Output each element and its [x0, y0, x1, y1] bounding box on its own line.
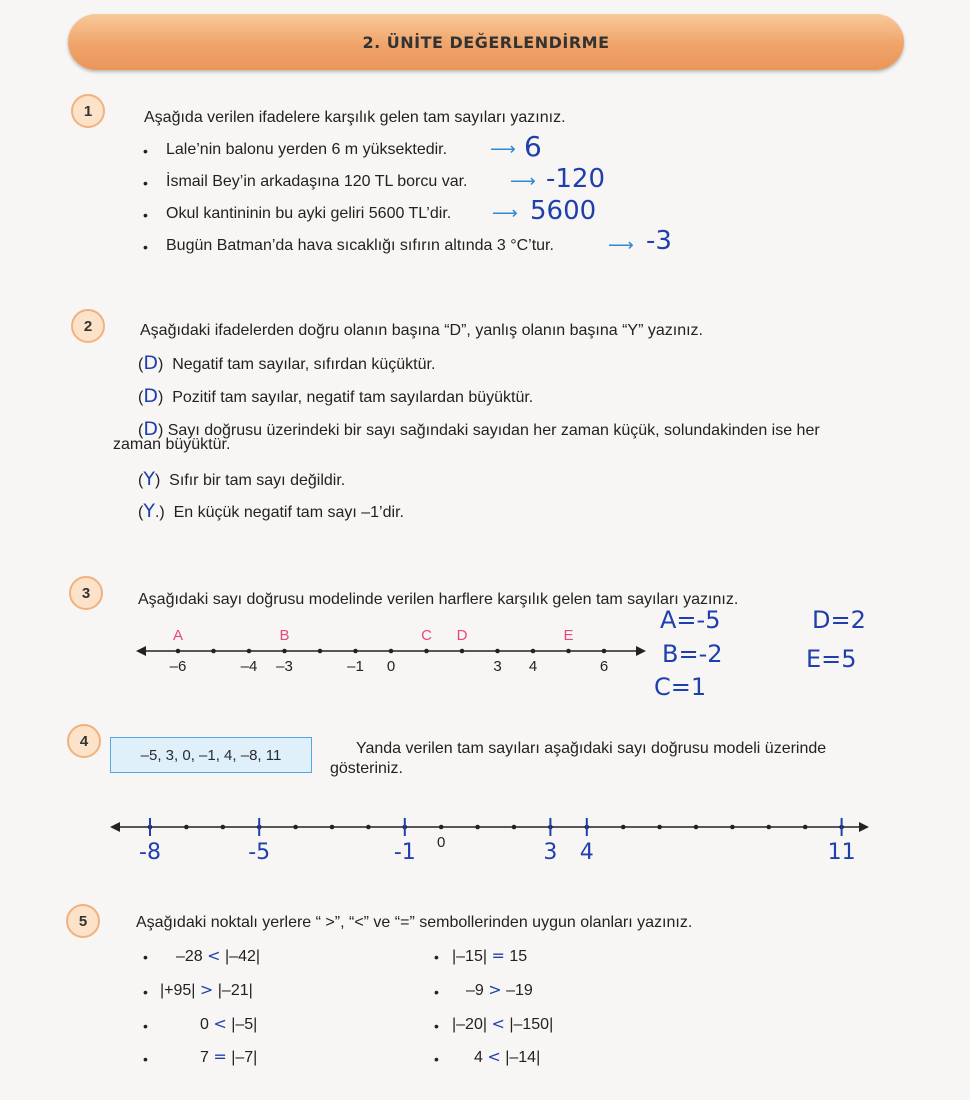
- q4-tick-dot: [657, 825, 662, 830]
- arrow-right-icon: ⟶: [492, 203, 518, 223]
- question-5-number: 5: [78, 912, 88, 930]
- q2-item-5: (Y.) En küçük negatif tam sayı –1’dir.: [138, 500, 404, 522]
- q4-mark-label: 3: [543, 840, 558, 865]
- q5-left-1: –28 < |–42|: [176, 946, 261, 965]
- bullet-icon: •: [434, 949, 439, 965]
- question-4-prompt-line1: Yanda verilen tam sayıları aşağıdaki sayı doğrusu modeli üzerinde: [356, 740, 827, 757]
- q5-right-2: [466, 980, 533, 1000]
- question-3-prompt: Aşağıdaki sayı doğrusu modelinde verilen harflere karşılık gelen tam sayıları yazınız.: [138, 591, 739, 608]
- q4-tick-dot: [475, 825, 480, 830]
- q5-right-1-b: 15: [509, 948, 528, 965]
- q5-left-2-a: +95: [164, 982, 192, 999]
- question-5-badge: [66, 904, 100, 938]
- q4-tick-dot: [221, 825, 226, 830]
- arrow-right-icon: ⟶: [608, 235, 634, 255]
- q2-mark-5: Y: [143, 500, 155, 522]
- q1-item-3: Okul kantininin bu ayki geliri 5600 TL’dir.: [166, 205, 452, 222]
- bullet-icon: •: [143, 1018, 148, 1034]
- bullet-icon: •: [143, 1051, 148, 1067]
- q4-mark-label: -5: [248, 840, 271, 865]
- q4-tick-dot: [730, 825, 735, 830]
- unit-title: 2. ÜNİTE DEĞERLENDİRME: [362, 32, 610, 52]
- q5-right-1-sym: =: [491, 946, 505, 965]
- q5-right-1-a: –15: [456, 948, 483, 965]
- q2-item-1: (D) Negatif tam sayılar, sıfırdan küçüktür.: [138, 352, 436, 374]
- q2-mark-2: D: [143, 385, 158, 407]
- q3-answer-c: C=1: [654, 673, 707, 701]
- q3-answer-a: A=-5: [660, 606, 721, 634]
- q3-letter-e: E: [563, 627, 574, 644]
- q2-item-3: (D) Sayı doğrusu üzerindeki bir sayı sağındaki sayıdan her zaman küçük, solundakinden ise her: [138, 418, 820, 440]
- q5-right-3-a: –20: [456, 1016, 483, 1033]
- q5-left-4-b: –7: [235, 1049, 254, 1066]
- q5-right-3-sym: <: [491, 1014, 505, 1033]
- q1-answer-1: 6: [524, 130, 542, 163]
- arrow-right-icon: ⟶: [490, 139, 516, 159]
- q4-mark-label: 4: [579, 840, 594, 865]
- q5-left-4-a: 7: [200, 1049, 209, 1066]
- q3-tick-label: 4: [528, 658, 538, 675]
- q2-text-2: Pozitif tam sayılar, negatif tam sayılardan büyüktür.: [172, 389, 534, 406]
- q2-text-4: Sıfır bir tam sayı değildir.: [169, 472, 346, 489]
- question-2-number: 2: [83, 317, 93, 335]
- q3-tick-label: –4: [240, 658, 258, 675]
- q2-text-1: Negatif tam sayılar, sıfırdan küçüktür.: [172, 356, 436, 373]
- q4-tick-dot: [512, 825, 517, 830]
- q5-left-3-b: –5: [235, 1016, 254, 1033]
- q3-letter-d: D: [456, 627, 468, 644]
- q4-tick-dot: [621, 825, 626, 830]
- q2-mark-4: Y: [143, 468, 155, 490]
- q3-letter-c: C: [421, 627, 432, 644]
- q3-letter-b: B: [279, 627, 290, 644]
- q4-tick-dot: [330, 825, 335, 830]
- q5-left-3: 0 < |–5|: [200, 1014, 258, 1033]
- q5-left-2-b: –21: [221, 982, 249, 999]
- q5-left-1-sym: <: [207, 946, 221, 965]
- q4-zero-label: 0: [437, 834, 446, 851]
- q5-left-1-a: –28: [176, 948, 203, 965]
- q5-right-2-b: –19: [506, 982, 533, 999]
- q5-right-4-b: –14: [509, 1049, 537, 1066]
- q1-item-1: Lale’nin balonu yerden 6 m yüksektedir.: [166, 141, 448, 158]
- bullet-icon: •: [143, 984, 148, 1000]
- q3-tick-label: 3: [493, 658, 502, 675]
- q4-numbers-text: –5, 3, 0, –1, 4, –8, 11: [140, 746, 282, 764]
- q3-answer-d: D=2: [812, 606, 866, 634]
- q5-right-2-sym: >: [488, 980, 502, 999]
- q4-tick-dot: [184, 825, 189, 830]
- q5-right-1: |–15| = 15: [452, 946, 528, 965]
- q5-left-4-sym: =: [213, 1047, 227, 1066]
- q3-tick-label: –6: [169, 658, 187, 675]
- q5-left-1-b: –42: [229, 948, 256, 965]
- q5-right-4-a: 4: [474, 1049, 483, 1066]
- bullet-icon: •: [143, 143, 148, 159]
- q4-tick-dot: [767, 825, 772, 830]
- question-1-prompt: Aşağıda verilen ifadelere karşılık gelen tam sayıları yazınız.: [144, 109, 566, 126]
- bullet-icon: •: [143, 175, 148, 191]
- q4-tick-dot: [293, 825, 298, 830]
- q2-mark-1: D: [143, 352, 158, 374]
- bullet-icon: •: [143, 207, 148, 223]
- q1-item-4: Bugün Batman’da hava sıcaklığı sıfırın altında 3 °C’tur.: [166, 237, 554, 254]
- q5-left-2: |+95| > |–21|: [160, 980, 253, 999]
- q2-text-5: En küçük negatif tam sayı –1’dir.: [173, 504, 404, 521]
- q4-mark-label: -8: [139, 840, 161, 865]
- q5-left-4: 7 = |–7|: [200, 1047, 258, 1066]
- q4-tick-dot: [366, 825, 371, 830]
- q3-tick-label: –3: [276, 658, 293, 675]
- bullet-icon: •: [434, 1018, 439, 1034]
- q4-tick-dot: [803, 825, 808, 830]
- q2-text-3b: zaman büyüktür.: [113, 436, 231, 453]
- q2-item-4: (Y) Sıfır bir tam sayı değildir.: [138, 468, 346, 490]
- q5-right-4-sym: <: [487, 1047, 501, 1066]
- q4-tick-dot: [439, 825, 444, 830]
- arrow-left-icon: [110, 822, 120, 832]
- question-2-prompt: Aşağıdaki ifadelerden doğru olanın başına “D”, yanlış olanın başına “Y” yazınız.: [140, 322, 703, 339]
- q3-letter-a: A: [172, 627, 184, 644]
- q3-tick-label: 0: [386, 658, 396, 675]
- bullet-icon: •: [143, 949, 148, 965]
- q5-left-2-sym: >: [199, 980, 214, 999]
- q3-tick-label: 6: [599, 658, 609, 675]
- arrow-right-icon: [859, 822, 869, 832]
- q4-mark-label: 11: [827, 840, 856, 865]
- q4-tick-dot: [694, 825, 699, 830]
- q1-answer-3: 5600: [530, 196, 597, 226]
- q5-right-2-a: –9: [466, 982, 484, 999]
- question-4-prompt-line2: gösteriniz.: [330, 760, 403, 777]
- q1-answer-4: -3: [646, 226, 672, 256]
- q2-mark-3: D: [143, 418, 158, 440]
- q5-right-3-b: –150: [513, 1016, 550, 1033]
- arrow-right-icon: ⟶: [510, 171, 536, 191]
- q4-mark-label: -1: [393, 840, 416, 865]
- q5-right-3: |–20| < |–150|: [452, 1014, 554, 1033]
- bullet-icon: •: [434, 984, 439, 1000]
- question-1-number: 1: [83, 102, 93, 120]
- q1-item-2: İsmail Bey’in arkadaşına 120 TL borcu var.: [166, 173, 468, 190]
- q3-answer-e: E=5: [806, 645, 857, 673]
- question-5-prompt: Aşağıdaki noktalı yerlere “ >”, “<” ve “=” sembollerinden uygun olanları yazınız.: [136, 914, 693, 931]
- bullet-icon: •: [434, 1051, 439, 1067]
- q1-answer-2: -120: [546, 164, 606, 194]
- q5-left-3-a: 0: [200, 1016, 209, 1033]
- bullet-icon: •: [143, 239, 148, 255]
- q3-answer-b: B=-2: [662, 640, 723, 668]
- q5-left-3-sym: <: [213, 1014, 227, 1033]
- q2-text-3: Sayı doğrusu üzerindeki bir sayı sağındaki sayıdan her zaman küçük, solundakinden ise her: [167, 422, 820, 439]
- q2-item-2: (D) Pozitif tam sayılar, negatif tam sayılardan büyüktür.: [138, 385, 534, 407]
- question-4-number: 4: [79, 732, 89, 750]
- q5-right-4: 4 < |–14|: [474, 1047, 541, 1066]
- question-3-number: 3: [81, 584, 91, 602]
- q3-tick-label: –1: [347, 658, 364, 675]
